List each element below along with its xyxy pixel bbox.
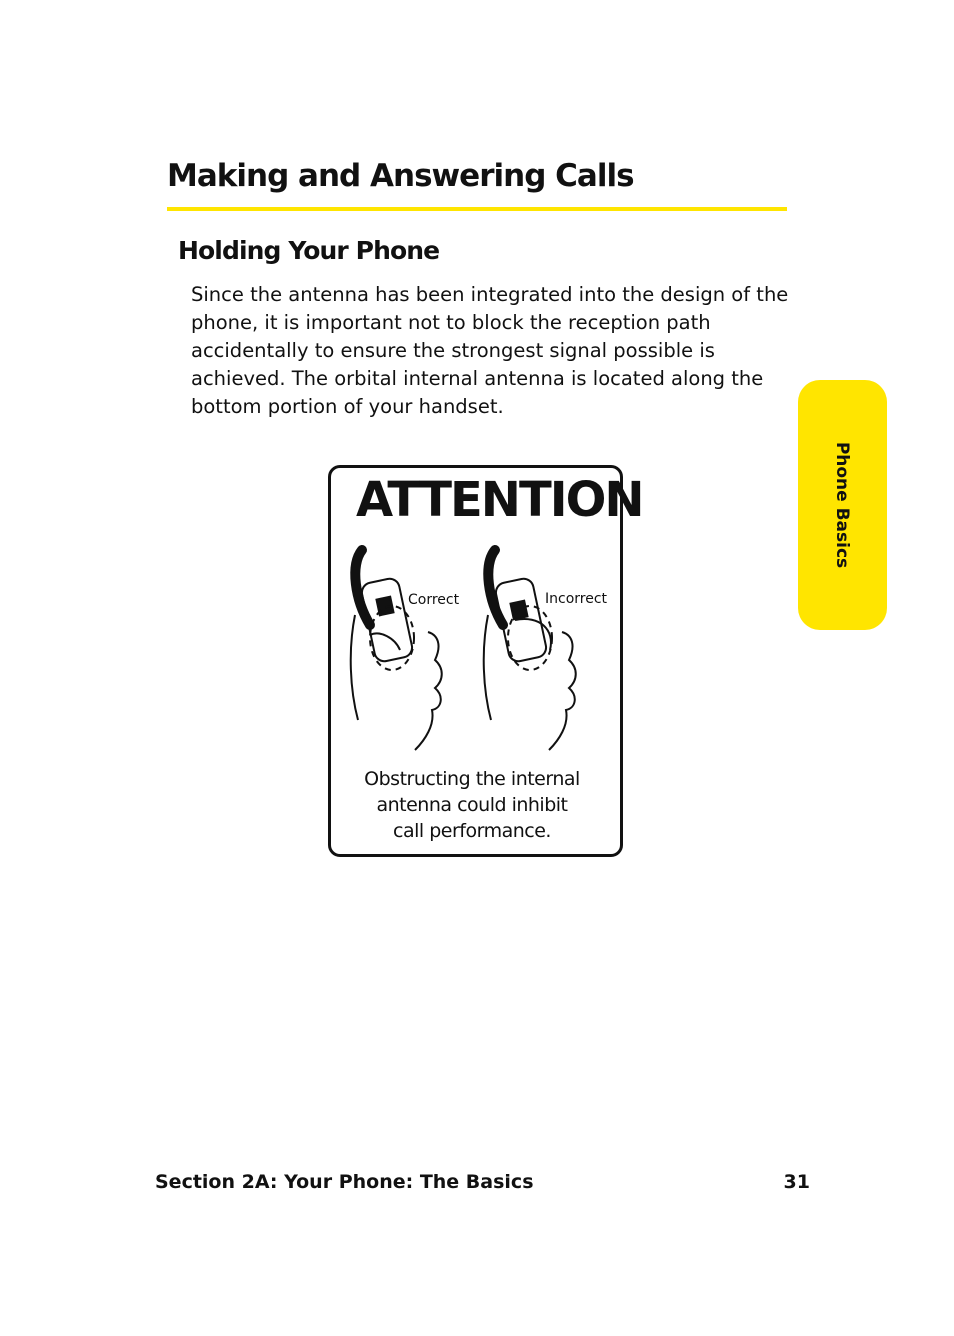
side-tab-label: Phone Basics	[832, 441, 852, 569]
caption-line-3: call performance.	[393, 820, 551, 842]
incorrect-label: Incorrect	[545, 591, 608, 607]
page-title: Making and Answering Calls	[167, 158, 634, 194]
section-heading: Holding Your Phone	[178, 236, 440, 265]
attention-caption	[332, 766, 612, 844]
body-paragraph: Since the antenna has been integrated into the design of the phone, it is important not to block the reception path accidentally to ensure the strongest signal possible is achieved. The orbital internal antenna is located along the bottom portion of your handset.	[191, 283, 789, 418]
phone-holding-illustration	[340, 540, 620, 755]
footer-page-number: 31	[783, 1171, 810, 1193]
footer-section-label: Section 2A: Your Phone: The Basics	[155, 1171, 534, 1193]
caption-line-2: antenna could inhibit	[376, 794, 568, 816]
caption-line-1: Obstructing the internal	[364, 768, 580, 790]
correct-hand-illustration	[351, 550, 442, 750]
attention-title: ATTENTION	[356, 472, 643, 528]
correct-label: Correct	[408, 592, 460, 608]
title-underline	[167, 207, 787, 211]
incorrect-hand-illustration	[484, 550, 576, 750]
